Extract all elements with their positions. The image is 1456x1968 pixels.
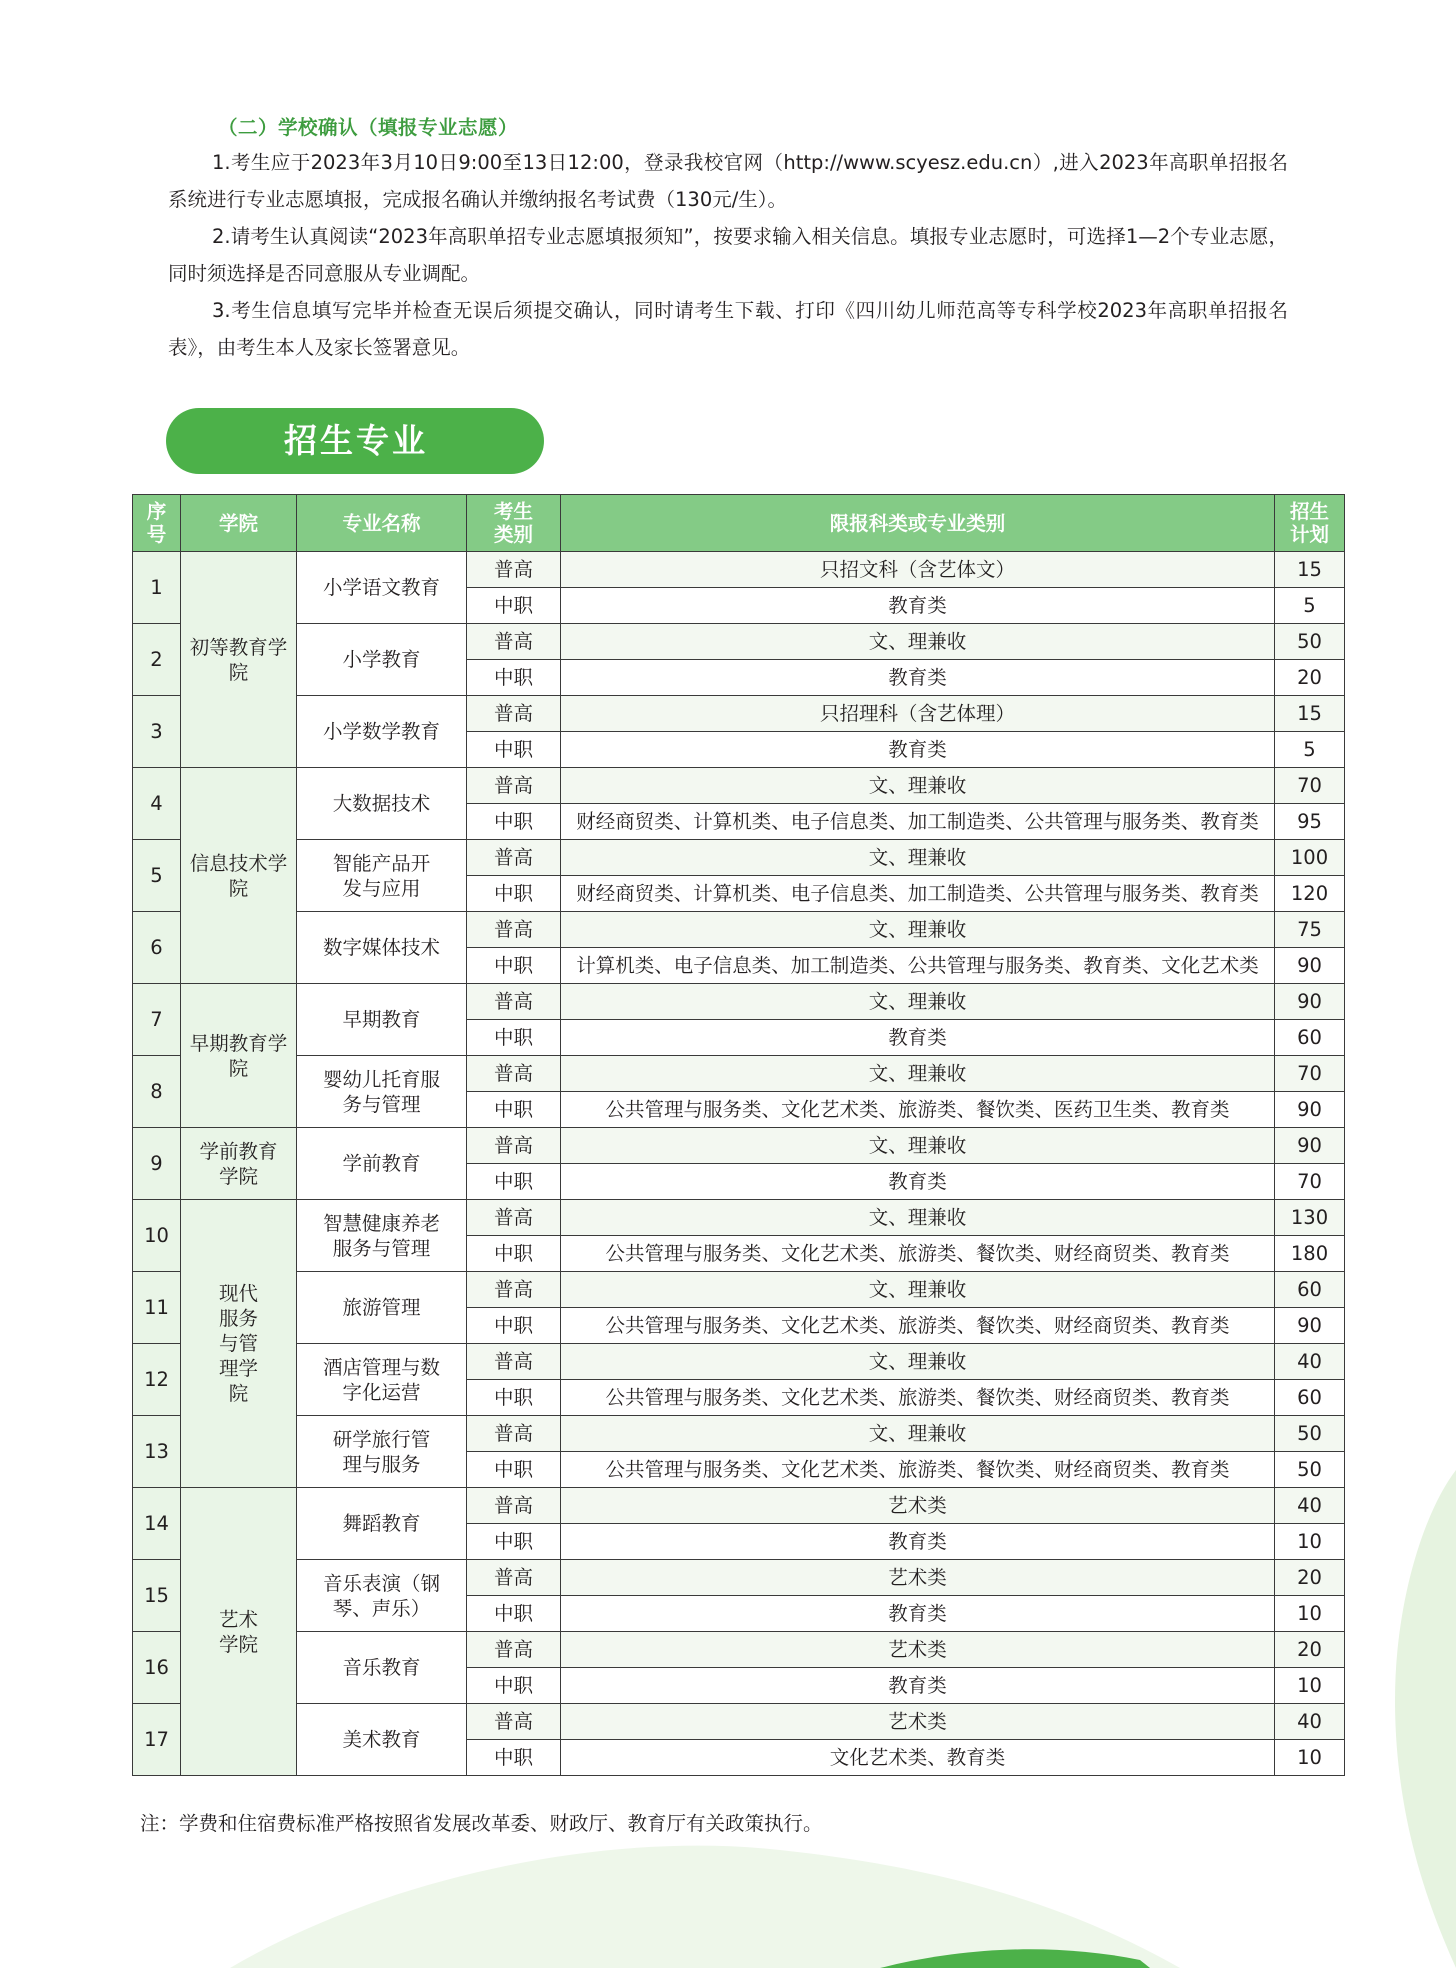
cell-major: [297, 1272, 467, 1344]
cell-type: 中职: [467, 1020, 561, 1056]
cell-plan: 50: [1275, 1416, 1345, 1452]
cell-requirement: 文、理兼收: [561, 1272, 1275, 1308]
header-major: 专业名称: [297, 495, 467, 552]
cell-plan: 60: [1275, 1380, 1345, 1416]
cell-type: 普高: [467, 696, 561, 732]
cell-college: [181, 1200, 297, 1488]
cell-requirement: 教育类: [561, 1164, 1275, 1200]
cell-requirement: 公共管理与服务类、文化艺术类、旅游类、餐饮类、财经商贸类、教育类: [561, 1452, 1275, 1488]
table-row: [133, 1344, 1345, 1380]
cell-plan: 90: [1275, 1308, 1345, 1344]
cell-plan: 60: [1275, 1272, 1345, 1308]
major-name: 数字媒体技术: [322, 936, 440, 959]
cell-requirement: 计算机类、电子信息类、加工制造类、公共管理与服务类、教育类、文化艺术类: [561, 948, 1275, 984]
cell-requirement: 财经商贸类、计算机类、电子信息类、加工制造类、公共管理与服务类、教育类: [561, 876, 1275, 912]
major-name: 音乐表演（钢琴、声乐）: [322, 1571, 440, 1620]
cell-no: 13: [133, 1416, 181, 1488]
cell-type: 普高: [467, 1272, 561, 1308]
cell-requirement: 文化艺术类、教育类: [561, 1740, 1275, 1776]
cell-requirement: 教育类: [561, 1020, 1275, 1056]
cell-requirement: 教育类: [561, 588, 1275, 624]
cell-major: [297, 1344, 467, 1416]
cell-type: 中职: [467, 1092, 561, 1128]
cell-major: [297, 1416, 467, 1488]
cell-type: 中职: [467, 660, 561, 696]
cell-type: 中职: [467, 876, 561, 912]
table-row: [133, 984, 1345, 1020]
cell-type: 中职: [467, 588, 561, 624]
paragraph-1: 1.考生应于2023年3月10日9:00至13日12:00，登录我校官网（http://www.scyesz.edu.cn）,进入2023年高职单招报名系统进行专业志愿填报，完成报名确认并缴纳报名考试费（130元/生）。: [168, 151, 1288, 211]
cell-type: 普高: [467, 552, 561, 588]
cell-plan: 40: [1275, 1704, 1345, 1740]
header-plan: 招生计划: [1275, 495, 1345, 552]
table-row: [133, 696, 1345, 732]
cell-no: 2: [133, 624, 181, 696]
header-type: 考生类别: [467, 495, 561, 552]
cell-major: [297, 912, 467, 984]
cell-major: [297, 840, 467, 912]
table-row: [133, 840, 1345, 876]
cell-no: 11: [133, 1272, 181, 1344]
footnote: 注：学费和住宿费标准严格按照省发展改革委、财政厅、教育厅有关政策执行。: [140, 1812, 823, 1835]
paragraph-3: 3.考生信息填写完毕并检查无误后须提交确认，同时请考生下载、打印《四川幼儿师范高等专科学校2023年高职单招报名表》，由考生本人及家长签署意见。: [168, 299, 1288, 359]
cell-type: 普高: [467, 1560, 561, 1596]
cell-type: 普高: [467, 840, 561, 876]
cell-type: 中职: [467, 804, 561, 840]
cell-major: [297, 696, 467, 768]
cell-no: 15: [133, 1560, 181, 1632]
major-name: 早期教育: [342, 1008, 421, 1031]
cell-plan: 20: [1275, 1632, 1345, 1668]
cell-plan: 120: [1275, 876, 1345, 912]
cell-requirement: 文、理兼收: [561, 768, 1275, 804]
table-row: [133, 1704, 1345, 1740]
cell-no: 17: [133, 1704, 181, 1776]
table-row: [133, 912, 1345, 948]
cell-no: 16: [133, 1632, 181, 1704]
major-name: 大数据技术: [332, 792, 431, 815]
cell-requirement: 公共管理与服务类、文化艺术类、旅游类、餐饮类、医药卫生类、教育类: [561, 1092, 1275, 1128]
cell-requirement: 文、理兼收: [561, 984, 1275, 1020]
cell-requirement: 教育类: [561, 660, 1275, 696]
cell-major: [297, 1632, 467, 1704]
cell-no: 14: [133, 1488, 181, 1560]
cell-no: 1: [133, 552, 181, 624]
cell-college: [181, 1488, 297, 1776]
major-name: 音乐教育: [342, 1656, 421, 1679]
cell-no: 8: [133, 1056, 181, 1128]
cell-type: 普高: [467, 1632, 561, 1668]
cell-plan: 20: [1275, 660, 1345, 696]
cell-requirement: 艺术类: [561, 1704, 1275, 1740]
cell-requirement: 只招文科（含艺体文）: [561, 552, 1275, 588]
cell-requirement: 艺术类: [561, 1488, 1275, 1524]
cell-major: [297, 552, 467, 624]
cell-no: 10: [133, 1200, 181, 1272]
table-row: [133, 1488, 1345, 1524]
cell-plan: 10: [1275, 1596, 1345, 1632]
cell-major: [297, 1200, 467, 1272]
cell-college: [181, 1128, 297, 1200]
cell-plan: 90: [1275, 1128, 1345, 1164]
table-row: [133, 1200, 1345, 1236]
cell-major: [297, 768, 467, 840]
cell-requirement: 文、理兼收: [561, 1416, 1275, 1452]
cell-type: 中职: [467, 1668, 561, 1704]
cell-plan: 90: [1275, 984, 1345, 1020]
cell-type: 普高: [467, 1128, 561, 1164]
cell-plan: 70: [1275, 1164, 1345, 1200]
cell-plan: 40: [1275, 1344, 1345, 1380]
cell-requirement: 教育类: [561, 1668, 1275, 1704]
cell-plan: 10: [1275, 1740, 1345, 1776]
cell-plan: 10: [1275, 1524, 1345, 1560]
cell-plan: 90: [1275, 948, 1345, 984]
major-name: 学前教育: [342, 1152, 421, 1175]
table-row: [133, 1056, 1345, 1092]
major-name: 小学数学教育: [322, 720, 440, 743]
paragraph-2: 2.请考生认真阅读“2023年高职单招专业志愿填报须知”，按要求输入相关信息。填报专业志愿时，可选择1—2个专业志愿，同时须选择是否同意服从专业调配。: [168, 225, 1288, 285]
cell-type: 中职: [467, 732, 561, 768]
majors-table: [132, 494, 1345, 1776]
cell-type: 中职: [467, 1164, 561, 1200]
cell-type: 普高: [467, 768, 561, 804]
cell-plan: 95: [1275, 804, 1345, 840]
cell-requirement: 艺术类: [561, 1560, 1275, 1596]
cell-type: 普高: [467, 1704, 561, 1740]
college-name: 初等教育学院: [189, 635, 288, 684]
cell-type: 中职: [467, 1524, 561, 1560]
table-row: [133, 1416, 1345, 1452]
cell-type: 普高: [467, 1488, 561, 1524]
table-row: [133, 624, 1345, 660]
cell-type: 普高: [467, 1056, 561, 1092]
cell-requirement: 财经商贸类、计算机类、电子信息类、加工制造类、公共管理与服务类、教育类: [561, 804, 1275, 840]
cell-type: 普高: [467, 984, 561, 1020]
table-row: [133, 1632, 1345, 1668]
cell-requirement: 文、理兼收: [561, 840, 1275, 876]
cell-plan: 130: [1275, 1200, 1345, 1236]
cell-no: 4: [133, 768, 181, 840]
cell-type: 中职: [467, 1740, 561, 1776]
cell-plan: 15: [1275, 696, 1345, 732]
cell-plan: 5: [1275, 732, 1345, 768]
header-no: 序号: [133, 495, 181, 552]
cell-no: 6: [133, 912, 181, 984]
cell-requirement: 公共管理与服务类、文化艺术类、旅游类、餐饮类、财经商贸类、教育类: [561, 1380, 1275, 1416]
cell-no: 12: [133, 1344, 181, 1416]
major-name: 研学旅行管理与服务: [332, 1427, 431, 1476]
cell-major: [297, 1128, 467, 1200]
cell-requirement: 文、理兼收: [561, 1128, 1275, 1164]
cell-type: 普高: [467, 912, 561, 948]
major-name: 智能产品开发与应用: [332, 851, 431, 900]
cell-requirement: 艺术类: [561, 1632, 1275, 1668]
college-name: 学前教育学院: [199, 1139, 278, 1188]
cell-no: 5: [133, 840, 181, 912]
table-body: [133, 552, 1345, 1776]
section-heading: （二）学校确认（填报专业志愿）: [218, 116, 519, 139]
cell-major: [297, 1056, 467, 1128]
cell-plan: 40: [1275, 1488, 1345, 1524]
cell-plan: 90: [1275, 1092, 1345, 1128]
cell-major: [297, 1704, 467, 1776]
enrollment-majors-banner: 招生专业: [166, 408, 544, 474]
cell-requirement: 文、理兼收: [561, 1344, 1275, 1380]
table-header-row: [133, 495, 1345, 552]
cell-plan: 15: [1275, 552, 1345, 588]
college-name: 现代服务与管理学院: [218, 1282, 258, 1405]
cell-type: 中职: [467, 1380, 561, 1416]
cell-major: [297, 624, 467, 696]
cell-no: 7: [133, 984, 181, 1056]
cell-plan: 5: [1275, 588, 1345, 624]
header-requirement: 限报科类或专业类别: [561, 495, 1275, 552]
cell-type: 中职: [467, 1236, 561, 1272]
cell-plan: 20: [1275, 1560, 1345, 1596]
header-college: 学院: [181, 495, 297, 552]
cell-requirement: 教育类: [561, 732, 1275, 768]
table-row: [133, 1128, 1345, 1164]
major-name: 小学教育: [342, 648, 421, 671]
cell-type: 普高: [467, 1344, 561, 1380]
cell-plan: 60: [1275, 1020, 1345, 1056]
college-name: 信息技术学院: [189, 851, 288, 900]
cell-type: 普高: [467, 1416, 561, 1452]
cell-type: 中职: [467, 1452, 561, 1488]
cell-requirement: 公共管理与服务类、文化艺术类、旅游类、餐饮类、财经商贸类、教育类: [561, 1236, 1275, 1272]
cell-plan: 70: [1275, 768, 1345, 804]
cell-plan: 50: [1275, 1452, 1345, 1488]
major-name: 旅游管理: [342, 1296, 421, 1319]
cell-major: [297, 1560, 467, 1632]
major-name: 小学语文教育: [322, 576, 440, 599]
cell-requirement: 文、理兼收: [561, 1056, 1275, 1092]
table-row: [133, 768, 1345, 804]
cell-plan: 180: [1275, 1236, 1345, 1272]
cell-college: [181, 552, 297, 768]
cell-major: [297, 984, 467, 1056]
major-name: 美术教育: [342, 1728, 421, 1751]
cell-requirement: 文、理兼收: [561, 624, 1275, 660]
cell-plan: 100: [1275, 840, 1345, 876]
cell-type: 普高: [467, 1200, 561, 1236]
cell-type: 中职: [467, 1596, 561, 1632]
cell-plan: 70: [1275, 1056, 1345, 1092]
cell-no: 3: [133, 696, 181, 768]
cell-plan: 10: [1275, 1668, 1345, 1704]
cell-type: 普高: [467, 624, 561, 660]
cell-requirement: 只招理科（含艺体理）: [561, 696, 1275, 732]
cell-requirement: 教育类: [561, 1524, 1275, 1560]
cell-requirement: 文、理兼收: [561, 1200, 1275, 1236]
college-name: 早期教育学院: [189, 1031, 288, 1080]
table-row: [133, 1560, 1345, 1596]
cell-type: 中职: [467, 1308, 561, 1344]
cell-plan: 75: [1275, 912, 1345, 948]
table-row: [133, 1272, 1345, 1308]
cell-requirement: 公共管理与服务类、文化艺术类、旅游类、餐饮类、财经商贸类、教育类: [561, 1308, 1275, 1344]
major-name: 智慧健康养老服务与管理: [322, 1211, 440, 1260]
college-name: 艺术学院: [218, 1607, 258, 1656]
major-name: 酒店管理与数字化运营: [322, 1355, 440, 1404]
cell-no: 9: [133, 1128, 181, 1200]
cell-college: [181, 984, 297, 1128]
major-name: 婴幼儿托育服务与管理: [322, 1067, 440, 1116]
cell-type: 中职: [467, 948, 561, 984]
cell-requirement: 教育类: [561, 1596, 1275, 1632]
cell-college: [181, 768, 297, 984]
cell-plan: 50: [1275, 624, 1345, 660]
cell-major: [297, 1488, 467, 1560]
major-name: 舞蹈教育: [342, 1512, 421, 1535]
cell-requirement: 文、理兼收: [561, 912, 1275, 948]
table-row: [133, 552, 1345, 588]
